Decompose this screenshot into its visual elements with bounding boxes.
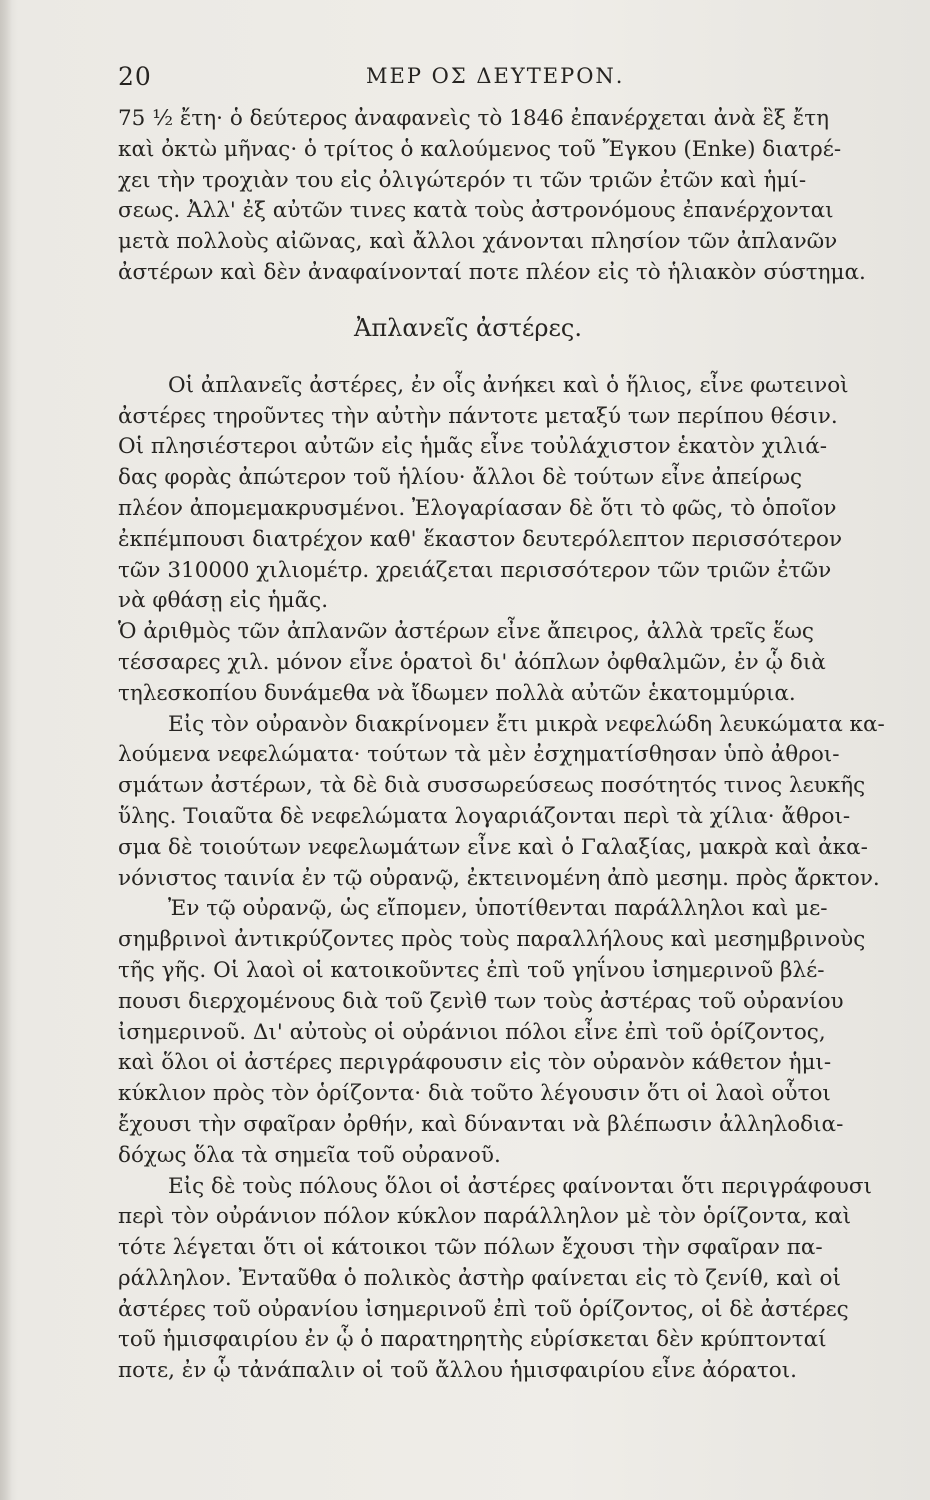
paragraph-fixed-stars	[118, 371, 858, 617]
text-line: περὶ τὸν οὐράνιον πόλον κύκλον παράλληλον μὲ τὸν ὁρίζοντα, καὶ	[118, 1204, 852, 1230]
text-line: ὕλης. Τοιαῦτα δὲ νεφελώματα λογαριάζονται περὶ τὰ χίλια· ἄθροι-	[118, 803, 851, 829]
text-line: Εἰς τὸν οὐρανὸν διακρίνομεν ἔτι μικρὰ νεφελώδη λευκώματα κα-	[168, 711, 885, 737]
text-line: μετὰ πολλοὺς αἰῶνας, καὶ ἄλλοι χάνονται πλησίον τῶν ἀπλανῶν	[118, 229, 838, 255]
text-line: 75 ½ ἔτη· ὁ δεύτερος ἀναφανεὶς τὸ 1846 ἐπανέρχεται ἀνὰ ἓξ ἔτη	[118, 106, 830, 131]
section-heading: Ἀπλανεῖς ἀστέρες.	[354, 313, 582, 342]
text-line: λούμενα νεφελώματα· τούτων τὰ μὲν ἐσχηματίσθησαν ὑπὸ ἀθροι-	[118, 742, 840, 768]
text-line: σημβρινοὶ ἀντικρύζοντες πρὸς τοὺς παραλλήλους καὶ μεσημβρινοὺς	[118, 927, 866, 953]
text-line: ἀστέρων καὶ δὲν ἀναφαίνονταί ποτε πλέον εἰς τὸ ἡλιακὸν σύστημα.	[118, 259, 866, 285]
text-line: ποτε, ἐν ᾧ τἀνάπαλιν οἱ τοῦ ἄλλου ἡμισφαιρίου εἶνε ἀόρατοι.	[118, 1358, 797, 1384]
text-line: ἔχουσι τὴν σφαῖραν ὀρθήν, καὶ δύνανται νὰ βλέπωσιν ἀλληλοδια-	[118, 1111, 844, 1137]
text-line: χει τὴν τροχιὰν του εἰς ὀλιγώτερόν τι τῶν τριῶν ἐτῶν καὶ ἡμί-	[118, 167, 807, 193]
text-line: καὶ ὅλοι οἱ ἀστέρες περιγράφουσιν εἰς τὸν οὐρανὸν κάθετον ἡμι-	[118, 1050, 832, 1076]
running-head: ΜΕΡ ΟΣ ΔΕΥΤΕΡΟΝ.	[366, 64, 625, 88]
text-line: σμα δὲ τοιούτων νεφελωμάτων εἶνε καὶ ὁ Γαλαξίας, μακρὰ καὶ ἀκα-	[118, 834, 868, 860]
text-line: δόχως ὅλα τὰ σημεῖα τοῦ οὐρανοῦ.	[118, 1142, 501, 1168]
text-line: τῶν 310000 χιλιομέτρ. χρειάζεται περισσότερον τῶν τριῶν ἐτῶν	[118, 557, 832, 583]
paragraph-right-sphere	[118, 894, 866, 1171]
text-line: Οἱ ἀπλανεῖς ἀστέρες, ἐν οἷς ἀνήκει καὶ ὁ ἥλιος, εἶνε φωτεινοὶ	[168, 372, 849, 398]
text-line: Ἐν τῷ οὐρανῷ, ὡς εἴπομεν, ὑποτίθενται παράλληλοι καὶ με-	[168, 896, 828, 922]
text-line: Οἱ πλησιέστεροι αὐτῶν εἰς ἡμᾶς εἶνε τοὐλάχιστον ἑκατὸν χιλιά-	[118, 434, 828, 460]
text-line: τοῦ ἡμισφαιρίου ἐν ᾧ ὁ παρατηρητὴς εὑρίσκεται δὲν κρύπτονταί	[118, 1327, 827, 1353]
paragraph-nebulae	[118, 710, 885, 895]
text-line: τηλεσκοπίου δυνάμεθα νὰ ἴδωμεν πολλὰ αὐτῶν ἑκατομμύρια.	[118, 680, 796, 706]
paragraph-parallel-sphere	[118, 1172, 872, 1388]
paragraph-comets-continued	[118, 104, 866, 289]
text-line: Ὁ ἀριθμὸς τῶν ἀπλανῶν ἀστέρων εἶνε ἄπειρος, ἀλλὰ τρεῖς ἕως	[118, 619, 814, 645]
text-line: ράλληλον. Ἐνταῦθα ὁ πολικὸς ἀστὴρ φαίνεται εἰς τὸ ζενίθ, καὶ οἱ	[118, 1265, 841, 1291]
page-edge-shadow	[0, 0, 12, 1500]
text-line: πλέον ἀπομεμακρυσμένοι. Ἐλογαρίασαν δὲ ὅτι τὸ φῶς, τὸ ὁποῖον	[118, 495, 837, 521]
text-line: Εἰς δὲ τοὺς πόλους ὅλοι οἱ ἀστέρες φαίνονται ὅτι περιγράφουσι	[168, 1173, 872, 1199]
page-number: 20	[118, 62, 152, 91]
text-line: ἀστέρες τηροῦντες τὴν αὐτὴν πάντοτε μεταξύ των περίπου θέσιν.	[118, 403, 838, 429]
text-line: δας φορὰς ἀπώτερον τοῦ ἡλίου· ἄλλοι δὲ τούτων εἶνε ἀπείρως	[118, 465, 803, 491]
paragraph-number-of-stars	[118, 617, 858, 709]
text-line: ἐκπέμπουσι διατρέχον καθ' ἕκαστον δευτερόλεπτον περισσότερον	[118, 526, 843, 552]
text-line: νόνιστος ταινία ἐν τῷ οὐρανῷ, ἐκτεινομένη ἀπὸ μεσημ. πρὸς ἄρκτον.	[118, 865, 880, 891]
text-line: νὰ φθάσῃ εἰς ἡμᾶς.	[118, 588, 329, 614]
text-line: ἰσημερινοῦ. Δι' αὐτοὺς οἱ οὐράνιοι πόλοι εἶνε ἐπὶ τοῦ ὁρίζοντος,	[118, 1019, 826, 1045]
text-line: σεως. Ἀλλ' ἐξ αὐτῶν τινες κατὰ τοὺς ἀστρονόμους ἐπανέρχονται	[118, 198, 834, 224]
text-line: τῆς γῆς. Οἱ λαοὶ οἱ κατοικοῦντες ἐπὶ τοῦ γηΐνου ἰσημερινοῦ βλέ-	[118, 957, 825, 983]
text-line: τέσσαρες χιλ. μόνον εἶνε ὁρατοὶ δι' ἀόπλων ὀφθαλμῶν, ἐν ᾧ διὰ	[118, 649, 826, 675]
text-line: ἀστέρες τοῦ οὐρανίου ἰσημερινοῦ ἐπὶ τοῦ ὁρίζοντος, οἱ δὲ ἀστέρες	[118, 1296, 849, 1322]
text-line: καὶ ὀκτὼ μῆνας· ὁ τρίτος ὁ καλούμενος τοῦ Ἔγκου (Enke) διατρέ-	[118, 136, 842, 162]
text-line: τότε λέγεται ὅτι οἱ κάτοικοι τῶν πόλων ἔχουσι τὴν σφαῖραν πα-	[118, 1235, 823, 1261]
page-header	[118, 62, 818, 102]
text-line: πουσι διερχομένους διὰ τοῦ ζενὶθ των τοὺς ἀστέρας τοῦ οὐρανίου	[118, 988, 844, 1014]
text-line: κύκλιον πρὸς τὸν ὁρίζοντα· διὰ τοῦτο λέγουσιν ὅτι οἱ λαοὶ οὗτοι	[118, 1081, 831, 1107]
body-text	[118, 104, 885, 1387]
text-line: σμάτων ἀστέρων, τὰ δὲ διὰ συσσωρεύσεως ποσότητός τινος λευκῆς	[118, 773, 866, 799]
